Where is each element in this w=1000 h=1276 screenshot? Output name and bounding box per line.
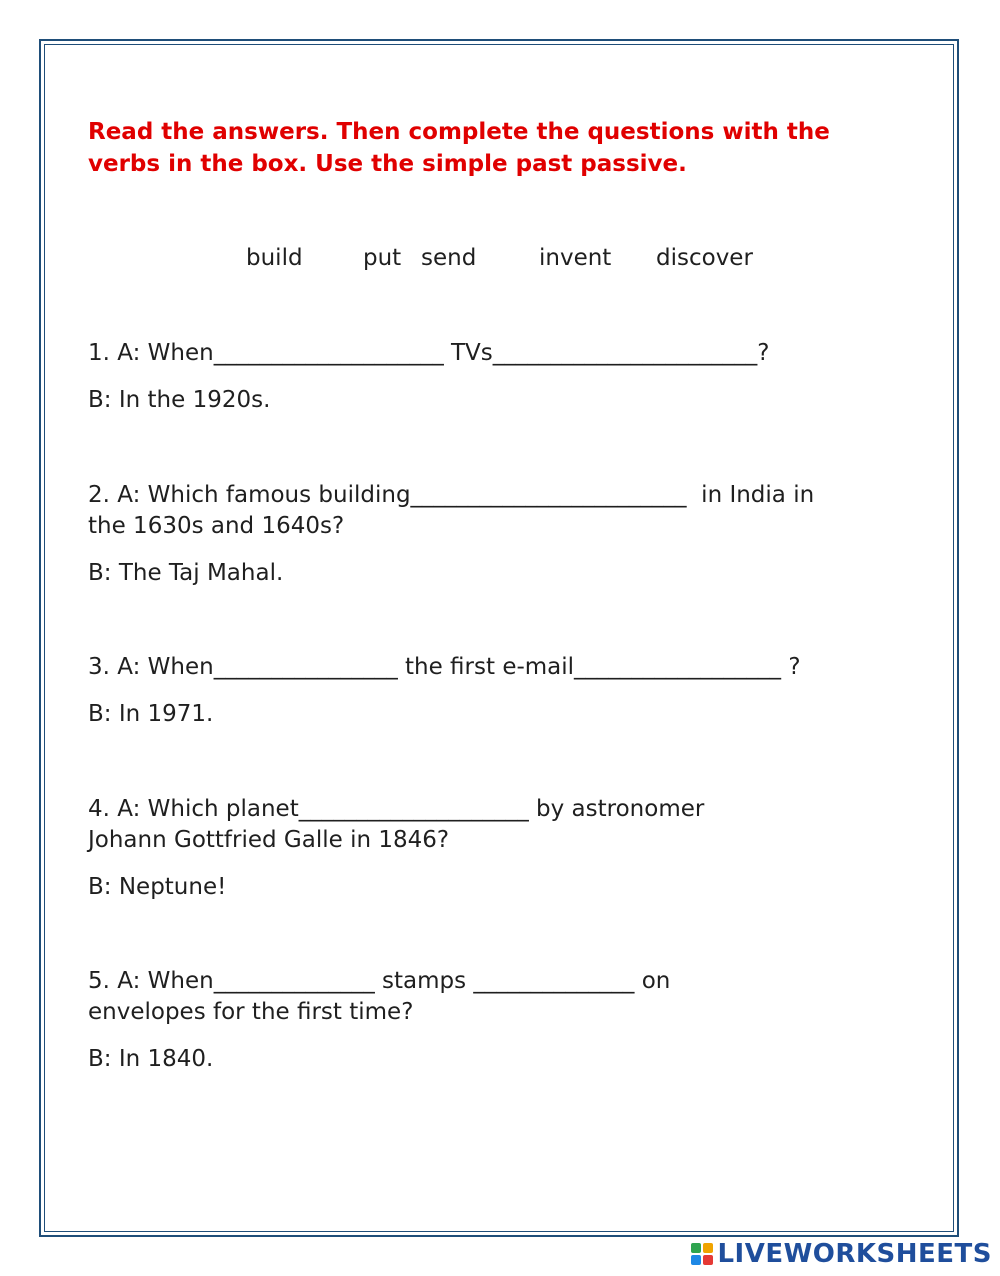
logo-icon-square-3 bbox=[691, 1255, 701, 1265]
word-build: build bbox=[246, 245, 303, 271]
question-4-a-line-2: Johann Gottfried Galle in 1846? bbox=[88, 827, 450, 853]
question-2-a-line-1: 2. A: Which famous building________________________ in India in bbox=[88, 482, 815, 508]
question-5-a-line-1: 5. A: When______________ stamps ______________ on bbox=[88, 968, 671, 994]
instructions-line-1: Read the answers. Then complete the questions with the bbox=[88, 119, 830, 145]
instructions bbox=[88, 116, 888, 180]
logo-icon-square-1 bbox=[691, 1243, 701, 1253]
word-put: put bbox=[363, 245, 402, 271]
question-4-b: B: Neptune! bbox=[88, 874, 227, 900]
question-1-b: B: In the 1920s. bbox=[88, 387, 271, 413]
liveworksheets-logo-text: LIVEWORKSHEETS bbox=[717, 1239, 992, 1269]
question-2-a-line-2: the 1630s and 1640s? bbox=[88, 513, 345, 539]
logo-icon-square-4 bbox=[703, 1255, 713, 1265]
question-5-b: B: In 1840. bbox=[88, 1046, 214, 1072]
question-4-a-line-1: 4. A: Which planet____________________ by astronomer bbox=[88, 796, 705, 822]
question-1-a: 1. A: When____________________ TVs_______________________? bbox=[88, 340, 770, 366]
logo-icon-square-2 bbox=[703, 1243, 713, 1253]
question-2-b: B: The Taj Mahal. bbox=[88, 560, 284, 586]
word-send: send bbox=[421, 245, 477, 271]
liveworksheets-logo[interactable] bbox=[691, 1238, 992, 1270]
word-invent: invent bbox=[539, 245, 612, 271]
liveworksheets-logo-icon bbox=[691, 1243, 713, 1265]
question-3-b: B: In 1971. bbox=[88, 701, 214, 727]
word-discover: discover bbox=[656, 245, 753, 271]
question-5-a-line-2: envelopes for the first time? bbox=[88, 999, 414, 1025]
question-3-a: 3. A: When________________ the first e-mail__________________ ? bbox=[88, 654, 801, 680]
instructions-line-2: verbs in the box. Use the simple past passive. bbox=[88, 151, 687, 177]
